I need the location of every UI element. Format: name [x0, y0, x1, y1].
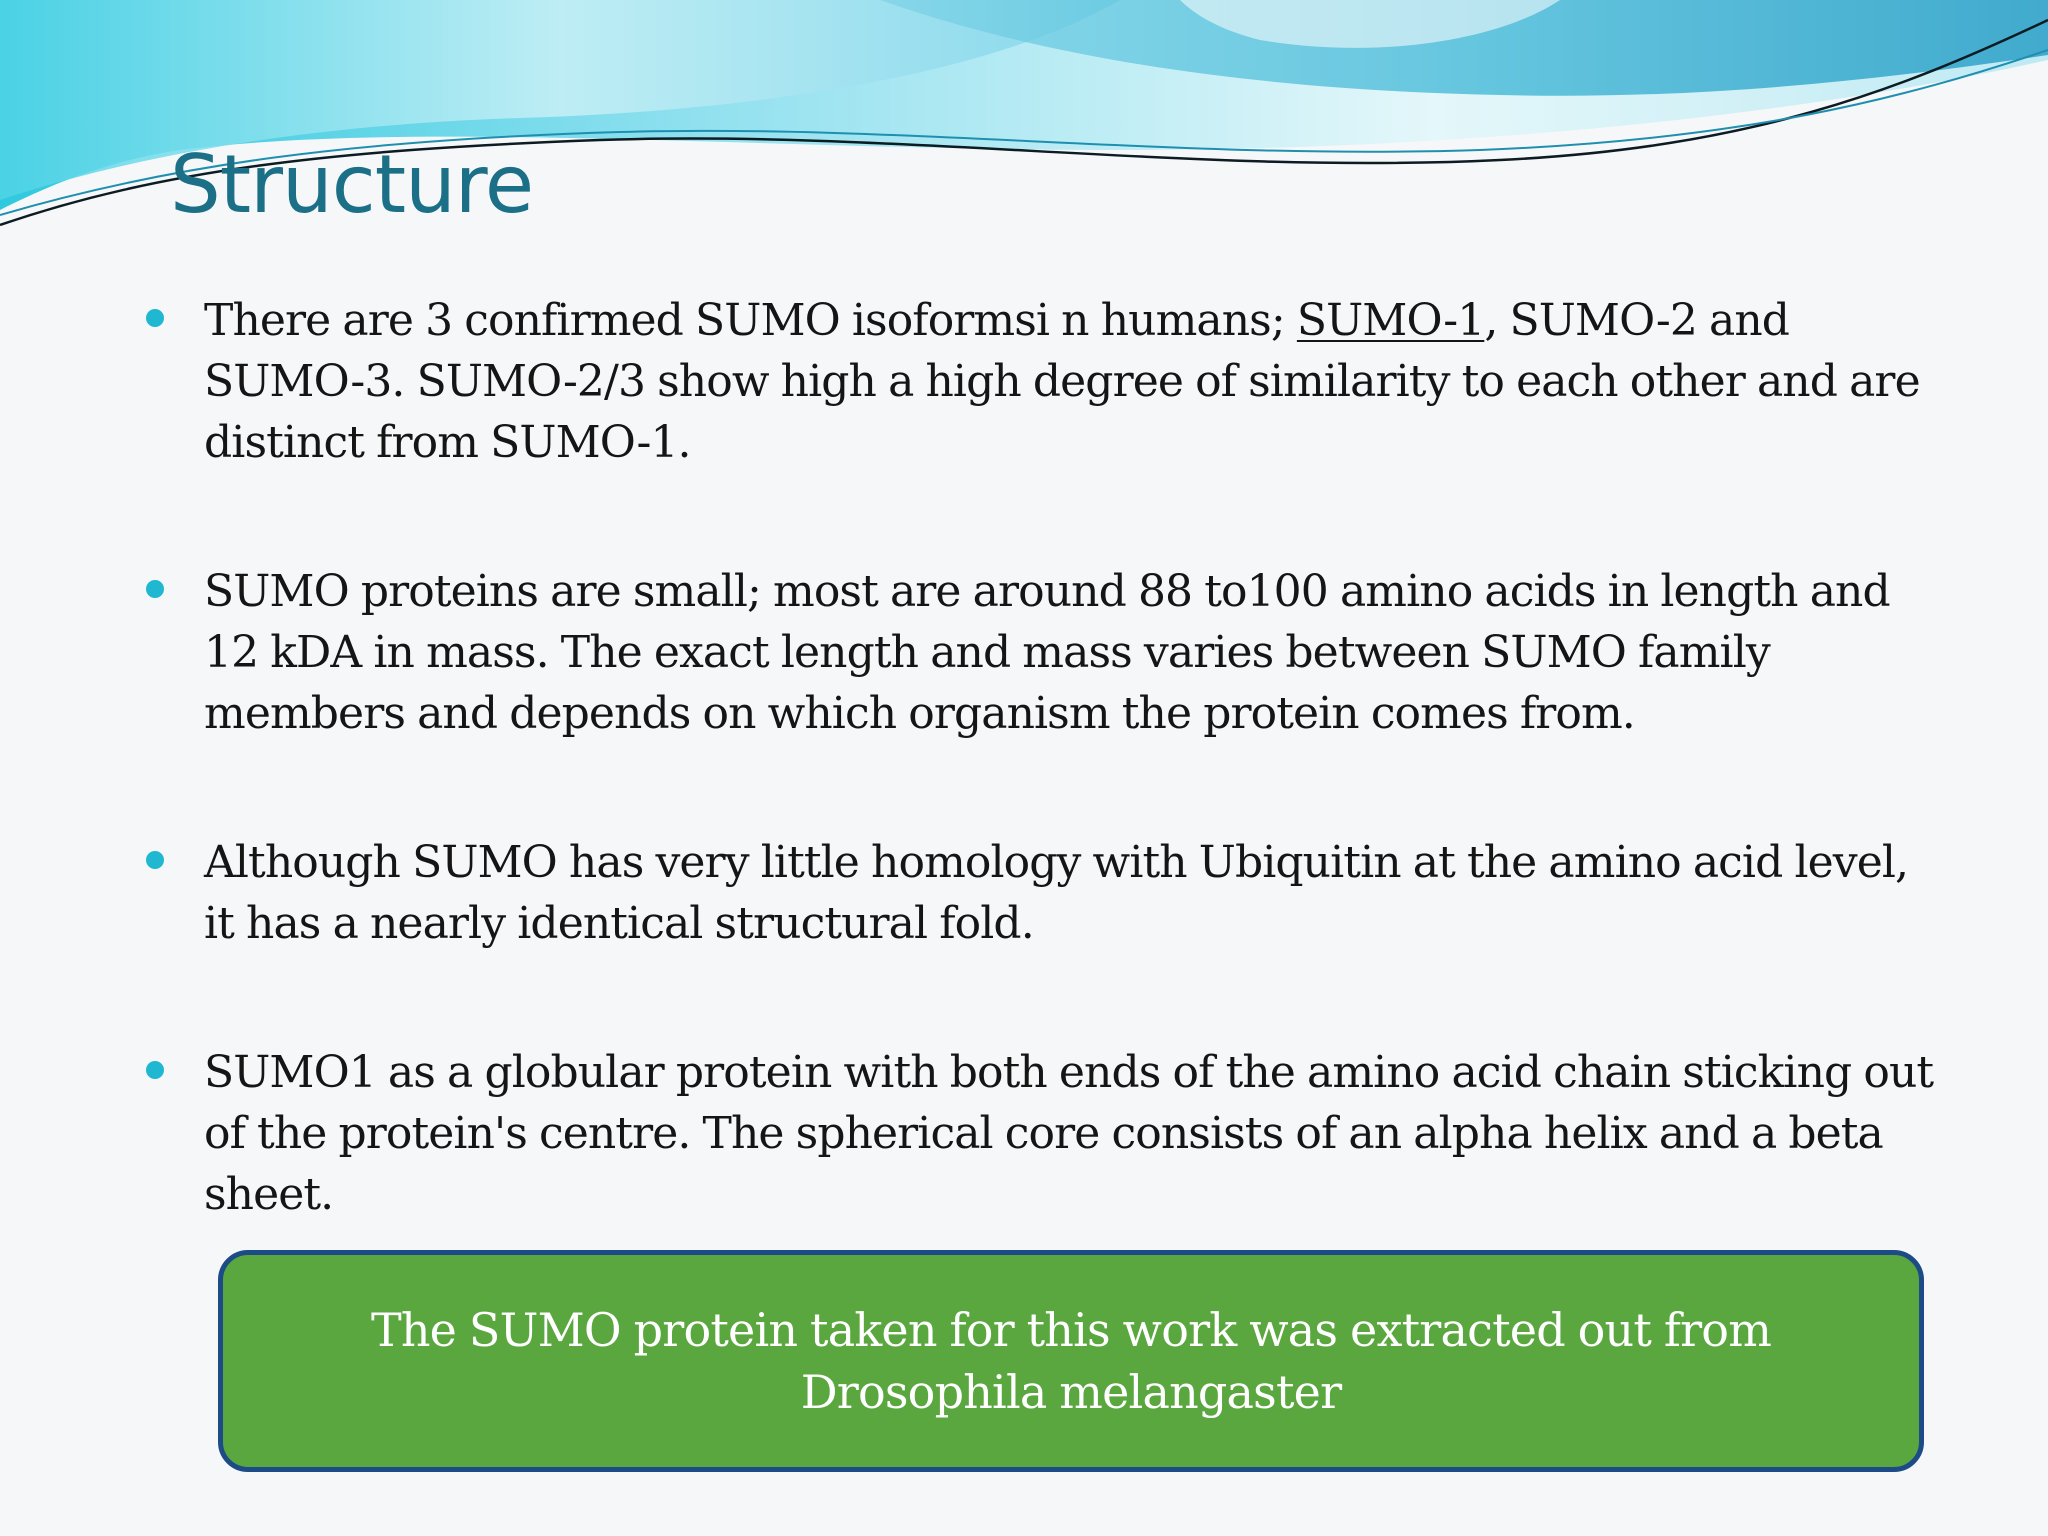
- bullet-marker-icon: [146, 309, 164, 327]
- slide-title: Structure: [170, 138, 534, 231]
- bullet-sumo-size: [140, 561, 1940, 744]
- bullet-text-part: There are 3 confirmed SUMO isoformsi n humans;: [204, 295, 1297, 346]
- bullet-marker-icon: [146, 851, 164, 869]
- bullet-text-part: , SUMO-2 and SUMO-3. SUMO-2/3 show high a high degree of similarity to each other and are distinct from SUMO-1.: [204, 295, 1920, 468]
- bullet-marker-icon: [146, 1061, 164, 1079]
- bullet-list: [140, 290, 1940, 1225]
- bullet-marker-icon: [146, 580, 164, 598]
- callout-box: [218, 1250, 1924, 1472]
- bullet-sumo-isoforms: [140, 290, 1940, 473]
- bullet-text: SUMO1 as a globular protein with both ends of the amino acid chain sticking out of the protein's centre. The spherical core consists of an alpha helix and a beta sheet.: [204, 1047, 1934, 1220]
- bullet-text: Although SUMO has very little homology with Ubiquitin at the amino acid level, it has a nearly identical structural fold.: [204, 837, 1909, 949]
- bullet-text: SUMO proteins are small; most are around 88 to100 amino acids in length and 12 kDA in mass. The exact length and mass varies between SUMO family members and depends on which organism the protein comes from.: [204, 566, 1890, 739]
- bullet-ubiquitin-homology: [140, 832, 1940, 954]
- sumo-1-link[interactable]: SUMO-1: [1296, 295, 1485, 346]
- callout-text: The SUMO protein taken for this work was extracted out from Drosophila melangaster: [370, 1303, 1772, 1419]
- bullet-sumo1-globular: [140, 1042, 1940, 1225]
